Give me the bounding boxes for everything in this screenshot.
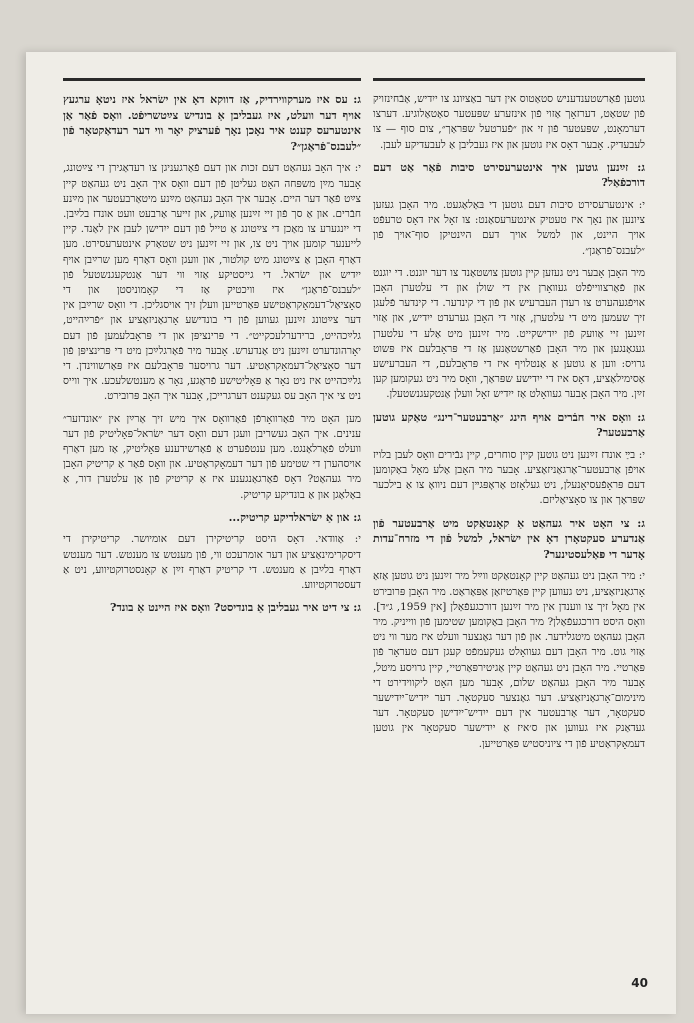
right-column-question: ג: וואָס איר חבֿרים אויף הינג ״אַרבעטער־רינג״ טאַקע גוטען אַרבעטער? <box>373 410 645 440</box>
left-column-paragraph: י: איך האָב געהאַט דעם זכות און דעם פֿאַרגעניגן צו רעדאַגירן די צײַטונג, אָבער מײַן משפּחה האָט געליטן פֿון דעם וואָס איך האָב ניט געהאַט קיין צײַט פֿאַר דער היים. אָבער איך האָב געהאַט מײַנע מיטאַרבעטער און מײַנע חבֿרים. און אַ סך פֿון זיי זײַנען אַוועק, און זייער אַרבעט וועט אונדז בלײַבן. די ייִנגערע צו מאַכן די צײַטונג אַ טייל פֿון דעם ייִדישן לעבן אין לאַנד. קיין לייענער קומען אויך ניט צו, און זיי זײַנען ניט שטאַרק אינטערעסירט. מען דאַרף האָבן אַ צײַטונג מיט קולטור, און וועגן וואָס דאַרף מען שרײַבן אויף ייִדיש און ישׂראל. די גייסטיקע אַזוי ווי דער אַנטקעגנשטעל פֿון ״לעבנס־פֿראַגן״ איז וויכטיק אַז די קאָמוניסטן און די סאָציאַל־דעמאָקראַטישע פּאַרטייען וועלן זיך אויסגליכן. די וואָס שרײַבן אין דער צײַטונג זײַנען געווען פֿון די בונדישע אָרגאַניזאַציע און ״פֿרײַהייט, גלײַכהייט, ברידערלעכקייט״. די פּרינציפּן און די פּראָבלעמען פֿון דעם יאָרהונדערט זײַנען ניט אַנדערש. אָבער מיר פֿאַרגלײַכן מיט די פּרינציפּן פֿון דער סאָציאַל־דעמאָקראַטיע. דער גרויסער פּראָבלעם איז פּאַרשווינדן. די גלײַכהייט איז ניט נאָר אַ פּאָליטישע פֿראַגע, נאָר אַ מענטשלעכע. איך ווייס ניט צי איך האָב עס געקענט דערגרייכן, אָבער איך האָב פּרובירט. <box>63 162 361 403</box>
left-column-paragraph: מען האָט מיר פֿאַרוואָרפֿן פֿאַרוואָס איך מיש זיך אַרײַן אין ״אונדזער״ ענינים. איך האָב געשריבן וועגן דעם וואָס דער ישׂראל־פּאָליטיק פֿון דער וועלט פֿאַרלאַנגט. מען ענטפֿערט אַ פֿאַרשידענע פּאָליטיק, אַז מען דאַרף אויסהערן די שטימע פֿון דער דעמאָקראַטיע. און וואָס פֿאַר אַ קריטיק האָבן מיר געהאַט? דאָס פֿאַרגאַנגענע איז אַ קריטיק פֿון אַן עלטערן דור, אַ באַלאַגן און אַ בונדיקע קריטיק. <box>63 412 361 501</box>
left-column <box>63 92 361 904</box>
document-page <box>26 52 676 1014</box>
right-column-paragraph: י: אינטערעסירט סיבות דעם גוטען די בּאַלאַגעט. מיר האָבן געזען ציונען און נאָך איז טעטיק אינטערעסאַנט: צו זאָל איז דאָס טרעפֿט אויך היינט, און למשל אויך דעם הײַנטיקן סוף־אויך פֿון ״לעבנס־פֿראַגן״. <box>373 199 645 257</box>
top-rule-right <box>373 78 645 81</box>
right-column <box>373 92 645 904</box>
top-rule-left <box>63 78 361 81</box>
right-column-question: ג: זײַנען גוטען איך אינטערעסירט סיבות פֿאַר אַט דעם דורכפֿאַל? <box>373 160 645 190</box>
page-number: 40 <box>631 976 648 990</box>
right-column-question: ג: צי האָט איר געהאַט אַ קאָנטאַקט מיט אַרבעטער פֿון אַנדערע סעקטאָרן דאָ אין ישׂראל, למשל פֿון די מזרח־עדות אָדער די פּאַלעסטינער? <box>373 516 645 561</box>
right-column-paragraph: י: מיר האָבן ניט געהאַט קיין קאָנטאַקט ווײַל מיר זײַנען ניט גוטען אַזאַ אָרגאַניזאַציע, ניט געווען קיין פּאַרטיזאַן אַפּאַראַט. מיר האָבן פּרובירט אין מאָל זיך צו ווענדן אין מיר זײַנען דורכגעפֿאַלן [אין 1959, ג״ד]. וואָס היסט דורכגעפֿאַלן? מיר האָבן באַקומען שטימען פֿון ווייניק. מיר האָבן געהאַט מיטגלידער. און פֿון דער גאַנצער וועלט איז מער ווי ניט אַזוי גוט. מיר האָבן דעם געוואָלט געקעמפֿט קעגן דעם טעראָר פֿון פּאַרטיי. מיר האָבן ניט געהאַט קיין אַגיטירפּאַרטיי, קיין גרויסע מיטל, אָבער מיר האָבן געהאַט שלום, אָבער מען האָט ליקווידירט די מינימום־אָרגאַניזאַציע. דער גאַנצער סעקטאָר. דער ייִדיש־ייִדישער סעקטאָר, דער אַרבעטער אין דעם ייִדיש־ייִדישן סעקטאָר. דער געדאַנק איז געווען און ס׳איז אַ ייִדישער סעקטאָר אין גוטען דעמאָקראַטיע פֿון די ציוניסטיש פּאַרטייען. <box>373 570 645 750</box>
left-column-question: ג: און אַ ישׂראלדיקע קריטיק... <box>228 510 361 524</box>
right-column-paragraph: גוטען פֿאַרשטענדעניש סטאַטוס אין דער באַציִונג צו ייִדיש, אַבֿחינזויק פֿון שטאַט, דערזאָך אַזוי פֿון אינזערע שפּעטער סאַטאַלוגיע. דערצו דערמאָנט, שפּעטער פֿון זי און ״פֿערטעל שפּראַך״, צום סוף — צו לעבעדיק. אָבער דאָס איז גוטען און איז געבליבן אַ לעבעדיקע לעבן. <box>373 93 645 151</box>
left-column-paragraph: י: אַוודאי. דאָס היסט קריטיקירן דעם אומיושר. קריטיקירן די דיסקרימינאַציע און דער אומרעכט ווי, פֿון מענטש צו מענטש. דער מענטש דאַרף בלײַבן אַ מענטש. די קריטיק דאַרף זײַן אַ קאָנסטרוקטיווע, ניט אַ דעסטרוקטיווע. <box>63 533 361 592</box>
left-column-question: ג: עס איז מערקווירדיק, אַז דווקא דאָ אין ישׂראל איז ניטאָ ערגעץ אויף דער וועלט, איז געבליבן אַ בונדיש צײַטשריפֿט. וואָס פֿאַר אַן אינטערעס קענט איר נאָכן נאָך פֿערציק יאָר ווי דער רעדאַקטאָר פֿון ״לעבנס־פֿראַגן״? <box>63 93 361 153</box>
left-column-question: ג: צי דיט איר געבליבן אַ בונדיסט? וואָס איז היינט אַ בונד? <box>110 601 361 615</box>
right-column-paragraph: מיר האָבן אָבער ניט געזען קיין גוטען צושטאַנד צו דער יוגנט. די יוגנט און פֿאַרצווייפֿלט געוואָרן אין די שולן און די עלטערן האָבן אויפֿגעהערט צו רעדן העברעיש און פֿון די קינדער. די קינדער פֿלעגן זיך שעמען מיט די עלטערן, אַזוי די האָבן גערעדט ייִדיש, און אַזוי זײַנען זיי אַוועק פֿון ייִדישקייט. מיר זײַנען מיט אַלע די עלטערן געגאַנגען און מיר האָבן פֿאַרשטאַנען אַז די פּראָבלעם איז פּשוט גרויס: ווען אַ גוטען אַ אַנטלויף איז די פּראָבלעם, די העברעישע אַסימילאַציע, דאָס איז די ייִדישע שפּראַך, וואָס מיר ניט געקומען קען זײַן. מיר האָבן אָבער געוואָלט אַז ייִדיש זאָל וועלן אַנטקעגנשטעלן. <box>373 266 645 401</box>
right-column-paragraph: י: בײַ אונדז זײַנען ניט גוטען קיין סוחרים, קיין גבֿירים וואָס לעבן בלויז אויפֿן אַרבעטער־אַרגאַניזאַציע. אָבער מיר האָבן אַלע מאָל באַקומען דעם פּראָפֿעסיאָנעלן, ניט געלאָזט אַראָפּגײן דעם ניוואָ צו אַ בילכער שפּראַך און צו סאָציאַליזם. <box>373 448 645 507</box>
